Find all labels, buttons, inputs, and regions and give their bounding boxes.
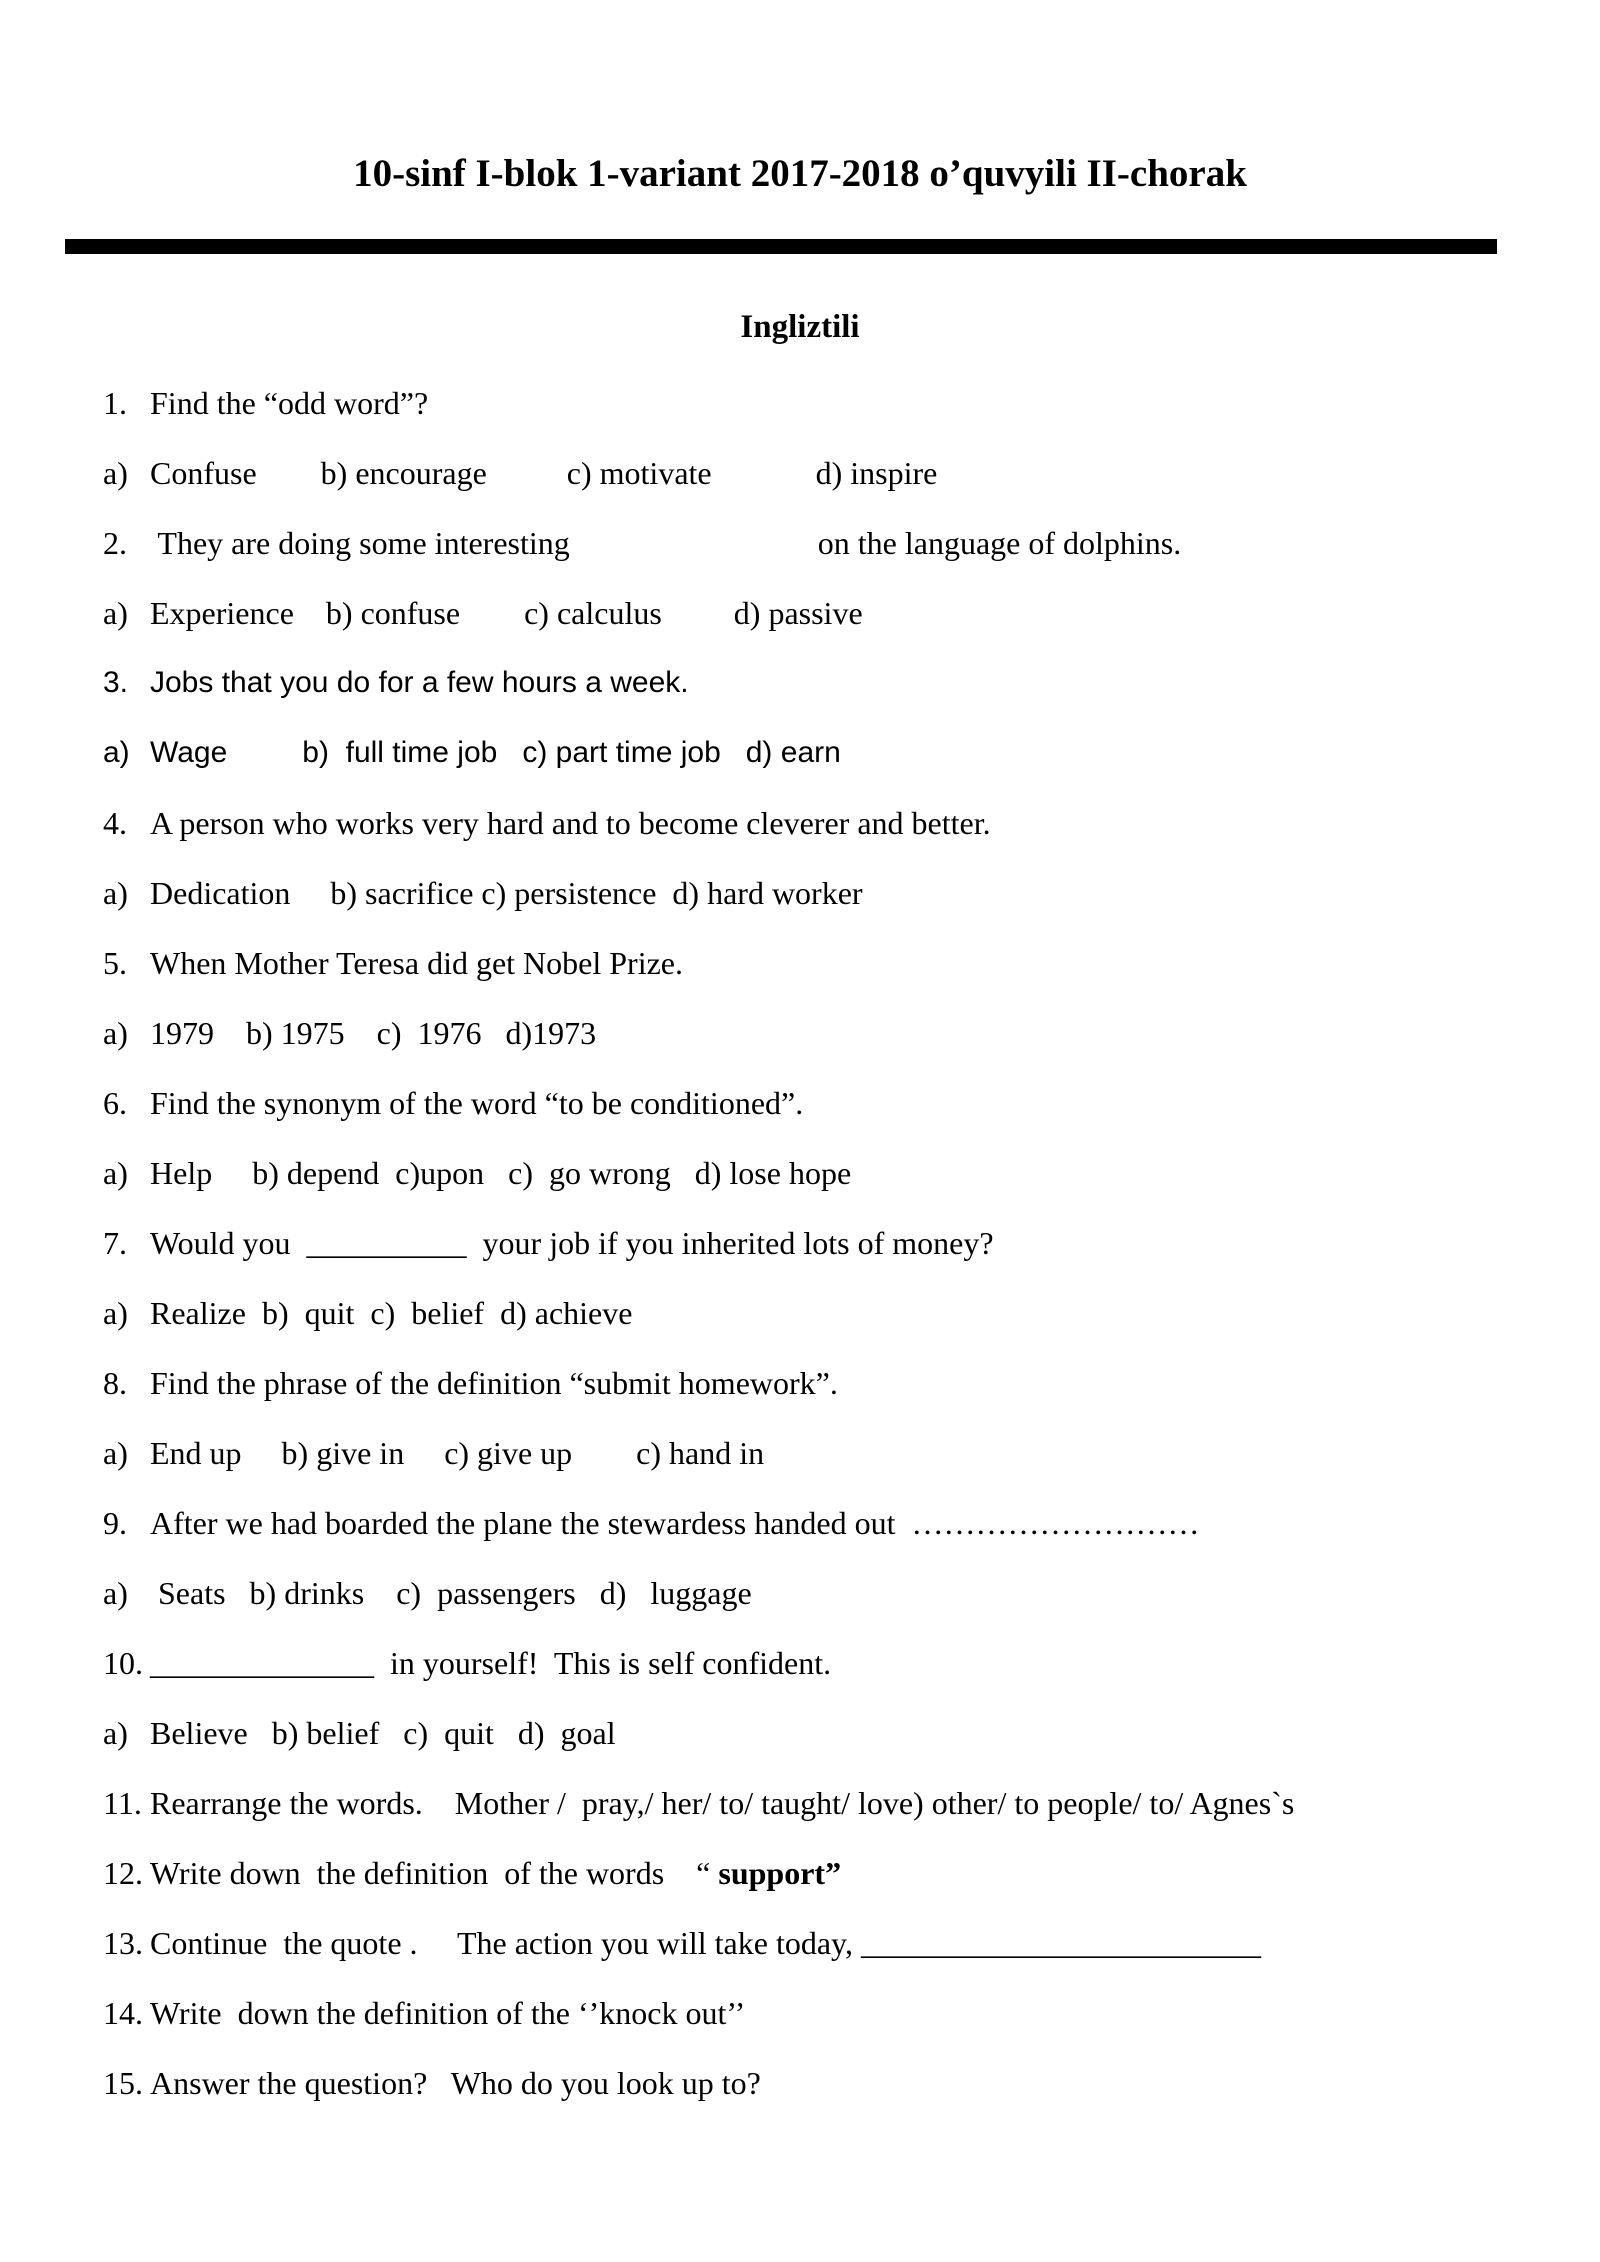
options-line	[103, 1278, 1600, 1348]
options-line	[103, 998, 1600, 1068]
line-text	[150, 1925, 1261, 1961]
line-number: a)	[103, 1295, 128, 1331]
line-number: a)	[103, 455, 128, 491]
line-text	[150, 1575, 752, 1611]
line-number: a)	[103, 1715, 128, 1751]
line-number: 6.	[103, 1085, 127, 1121]
text-run: End up b) give in c) give up c) hand in	[150, 1435, 765, 1471]
question-line	[103, 2048, 1600, 2118]
text-run: Would you __________ your job if you inherited lots of money?	[150, 1225, 994, 1261]
question-line	[103, 368, 1600, 438]
line-number: 15.	[103, 2065, 143, 2101]
question-line	[103, 1908, 1600, 1978]
text-run: Find the synonym of the word “to be conditioned”.	[150, 1085, 804, 1121]
page-title: 10-sinf I-blok 1-variant 2017-2018 o’quvyili II-chorak	[353, 152, 1247, 195]
line-number: 13.	[103, 1925, 143, 1961]
text-run: Write down the definition of the words “	[150, 1855, 719, 1891]
options-line	[103, 858, 1600, 928]
text-run: Seats b) drinks c) passengers d) luggage	[150, 1575, 752, 1611]
text-run: Answer the question? Who do you look up to?	[150, 2065, 761, 2101]
options-line	[103, 438, 1600, 508]
text-run: Dedication b) sacrifice c) persistence d) hard worker	[150, 875, 863, 911]
line-text	[150, 805, 991, 841]
line-text	[150, 1015, 596, 1051]
line-text	[150, 1155, 851, 1191]
line-number: 8.	[103, 1365, 127, 1401]
line-number: a)	[103, 1155, 128, 1191]
question-line	[103, 508, 1600, 578]
options-line	[103, 1138, 1600, 1208]
text-run: Rearrange the words. Mother / pray,/ her/ to/ taught/ love) other/ to people/ to/ Agnes`s	[150, 1785, 1295, 1821]
line-text	[150, 385, 428, 421]
options-line	[103, 578, 1600, 648]
text-run: After we had boarded the plane the stewardess handed out ………………………	[150, 1505, 1200, 1541]
question-line	[103, 648, 1600, 718]
line-text	[150, 1505, 1200, 1541]
line-number: 5.	[103, 945, 127, 981]
text-run: Help b) depend c)upon c) go wrong d) lose hope	[150, 1155, 852, 1191]
line-text	[150, 666, 689, 699]
question-line	[103, 1068, 1600, 1138]
line-number: 2.	[103, 525, 127, 561]
text-run: A person who works very hard and to become cleverer and better.	[150, 805, 991, 841]
question-list	[0, 368, 1600, 2118]
text-run: Continue the quote . The action you will take today,	[150, 1925, 861, 1961]
question-line	[103, 1208, 1600, 1278]
line-text	[150, 1085, 803, 1121]
line-text	[150, 455, 937, 491]
line-number: 10.	[103, 1645, 143, 1681]
line-number: 12.	[103, 1855, 143, 1891]
line-number: 9.	[103, 1505, 127, 1541]
text-run: Write down the definition of the ‘’knock out’’	[150, 1995, 746, 2031]
line-number: a)	[103, 736, 130, 769]
options-line	[103, 1698, 1600, 1768]
text-run: 1979 b) 1975 c) 1976 d)1973	[150, 1015, 597, 1051]
line-number: 11.	[103, 1785, 142, 1821]
line-number: a)	[103, 875, 128, 911]
title-divider	[65, 239, 1497, 254]
options-line	[103, 1558, 1600, 1628]
question-line	[103, 1628, 1600, 1698]
line-number: 3.	[103, 666, 129, 699]
line-text	[150, 1295, 632, 1331]
line-number: 1.	[103, 385, 127, 421]
subject-heading: Ingliztili	[740, 309, 860, 345]
options-line	[103, 718, 1600, 788]
question-line	[103, 1348, 1600, 1418]
question-line	[103, 1768, 1600, 1838]
line-text	[150, 945, 683, 981]
text-run: They are doing some interesting on the language of dolphins.	[150, 525, 1182, 561]
text-run: Realize b) quit c) belief d) achieve	[150, 1295, 633, 1331]
text-run: Jobs that you do for a few hours a week.	[150, 666, 689, 699]
line-number: a)	[103, 1015, 128, 1051]
line-number: a)	[103, 1435, 128, 1471]
question-line	[103, 1838, 1600, 1908]
options-line	[103, 1418, 1600, 1488]
text-run: Find the “odd word”?	[150, 385, 429, 421]
line-number: 4.	[103, 805, 127, 841]
text-run: Confuse b) encourage c) motivate d) inspire	[150, 455, 938, 491]
line-text	[150, 1785, 1294, 1821]
question-line	[103, 1978, 1600, 2048]
text-run: Wage b) full time job c) part time job d) earn	[150, 736, 841, 769]
text-run: When Mother Teresa did get Nobel Prize.	[150, 945, 683, 981]
line-number: 14.	[103, 1995, 143, 2031]
line-text	[150, 736, 841, 769]
text-run: Experience b) confuse c) calculus d) passive	[150, 595, 863, 631]
line-number: 7.	[103, 1225, 127, 1261]
line-text	[150, 1225, 994, 1261]
line-text	[150, 525, 1181, 561]
line-text	[150, 2065, 761, 2101]
text-run: _________________________	[860, 1925, 1261, 1961]
line-number: a)	[103, 1575, 128, 1611]
question-line	[103, 928, 1600, 998]
question-line	[103, 1488, 1600, 1558]
line-text	[150, 875, 863, 911]
text-run: ______________ in yourself! This is self confident.	[150, 1645, 832, 1681]
line-text	[150, 1715, 616, 1751]
line-text	[150, 1995, 745, 2031]
line-text	[150, 595, 863, 631]
line-text	[150, 1435, 764, 1471]
line-text	[150, 1645, 831, 1681]
line-number: a)	[103, 595, 128, 631]
question-line	[103, 788, 1600, 858]
text-run: Find the phrase of the definition “submit homework”.	[150, 1365, 838, 1401]
line-text	[150, 1855, 841, 1891]
text-run: Believe b) belief c) quit d) goal	[150, 1715, 616, 1751]
bold-term: support”	[718, 1855, 842, 1891]
line-text	[150, 1365, 838, 1401]
